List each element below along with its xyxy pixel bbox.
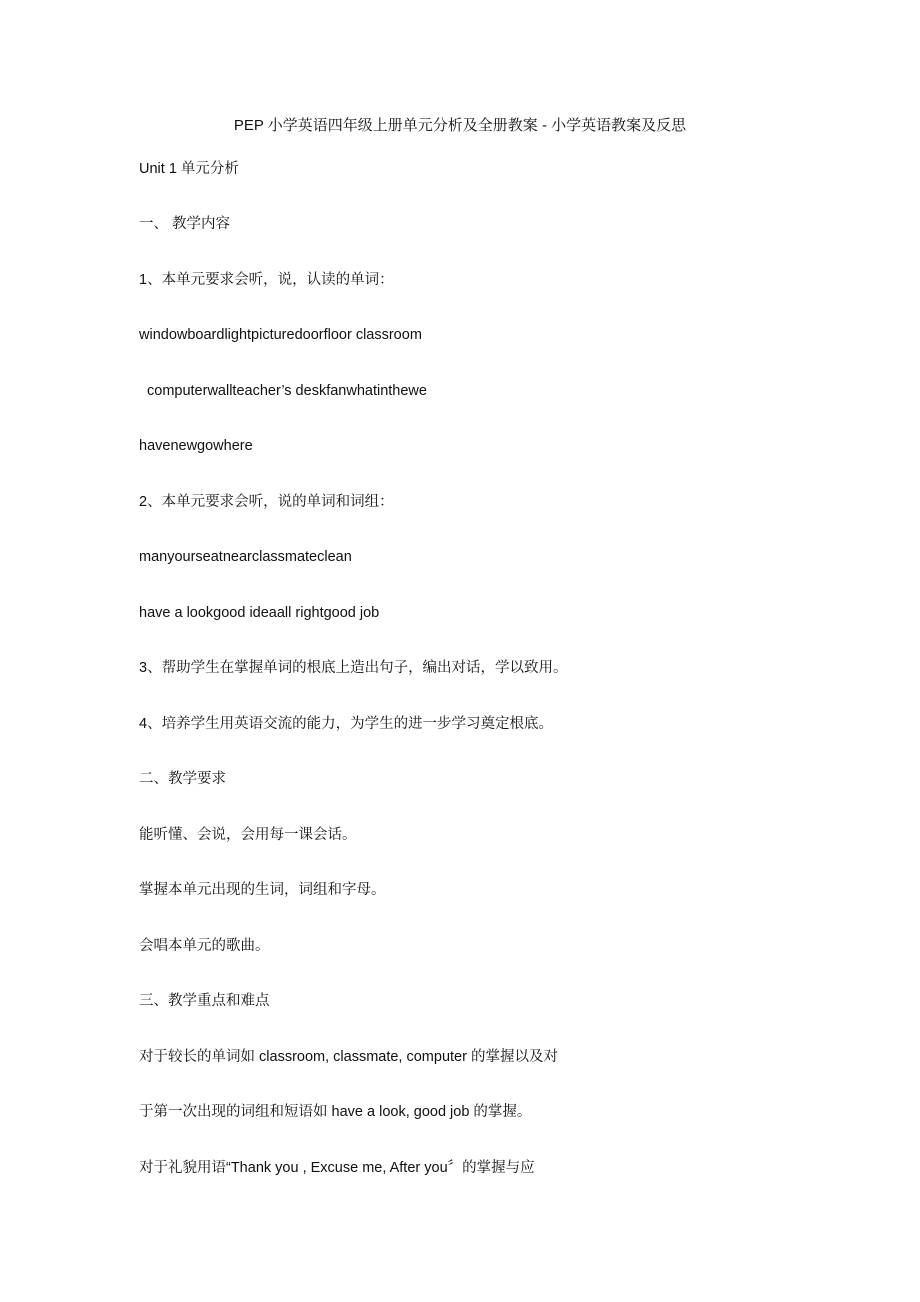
document-title: PEP 小学英语四年级上册单元分析及全册教案 - 小学英语教案及反思 [233, 117, 687, 134]
unit-heading: Unit 1 单元分析 [139, 161, 239, 177]
word-list-line-3: havenewgowhere [139, 438, 253, 454]
paragraph-item-4: 4、培养学生用英语交流的能力，为学生的进一步学习奠定根底。 [139, 716, 554, 732]
paragraph-item-2: 2、本单元要求会听，说的单词和词组： [139, 494, 394, 510]
key-point-line-1: 对于较长的单词如 classroom, classmate, computer 的掌握以及对 [139, 1049, 558, 1065]
key-point-line-3: 对于礼貌用语“Thank you , Excuse me, After you〞的掌握与应 [139, 1160, 535, 1176]
word-list-line-1: windowboardlightpicturedoorfloor classroom [139, 327, 422, 343]
requirement-line-2: 掌握本单元出现的生词，词组和字母。 [139, 882, 386, 898]
section-heading-key-points: 三、教学重点和难点 [139, 993, 270, 1009]
requirement-line-1: 能听懂、会说，会用每一课会话。 [139, 827, 357, 843]
word-list-line-4: manyourseatnearclassmateclean [139, 549, 352, 565]
word-list-line-2: computerwallteacher’s deskfanwhatinthewe [147, 383, 427, 399]
section-heading-requirements: 二、教学要求 [139, 771, 226, 787]
requirement-line-3: 会唱本单元的歌曲。 [139, 938, 270, 954]
phrase-list-line: have a lookgood ideaall rightgood job [139, 605, 380, 621]
key-point-line-2: 于第一次出现的词组和短语如 have a look, good job 的掌握。 [139, 1104, 532, 1120]
paragraph-item-1: 1、本单元要求会听，说，认读的单词： [139, 272, 394, 288]
paragraph-item-3: 3、帮助学生在掌握单词的根底上造出句子，编出对话，学以致用。 [139, 660, 568, 676]
section-heading-content: 一、 教学内容 [139, 216, 231, 232]
